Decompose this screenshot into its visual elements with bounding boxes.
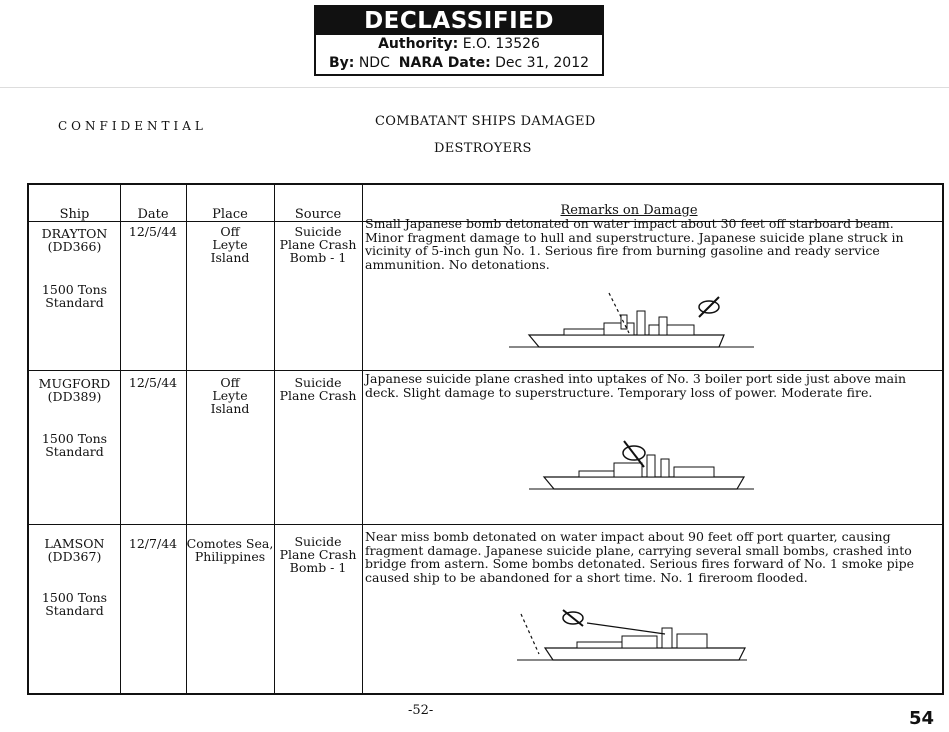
- place-line: Island: [210, 401, 250, 416]
- stamp-heading: DECLASSIFIED: [316, 7, 602, 35]
- ship-name: DRAYTON: [41, 226, 108, 241]
- displacement-type: Standard: [45, 444, 104, 459]
- stamp-authority-line: [316, 35, 602, 54]
- column-header-ship: Ship: [59, 207, 90, 222]
- page-title: COMBATANT SHIPS DAMAGED: [375, 114, 596, 129]
- place-cell: [186, 376, 274, 415]
- sheet-number: 54: [909, 708, 935, 729]
- classification-marking: CONFIDENTIAL: [58, 119, 207, 133]
- source-line: Suicide: [294, 534, 342, 549]
- place-line: Leyte: [212, 388, 248, 403]
- displacement: 1500 Tons: [41, 282, 108, 297]
- ship-damage-diagram: [529, 435, 759, 497]
- hull-number: (DD367): [47, 549, 102, 564]
- displacement: 1500 Tons: [41, 431, 108, 446]
- ship-name: LAMSON: [44, 536, 105, 551]
- remarks-cell: Near miss bomb detonated on water impact about 90 feet off port quarter, causing fragment damage. Japanese suicide plane, carrying several small bombs, crashed into bridge from astern. Some bombs detonated. Serious fires forward of No. 1 smoke pipe caused ship to be abandoned for a short time. No. 1 fireroom flooded.: [365, 529, 915, 585]
- source-line: Bomb - 1: [289, 560, 347, 575]
- scan-edge-line: [0, 87, 949, 88]
- damage-table: [27, 183, 944, 695]
- place-cell: [186, 225, 274, 264]
- source-line: Plane Crash: [279, 237, 357, 252]
- stamp-nara-value: Dec 31, 2012: [495, 55, 590, 71]
- hull-number: (DD366): [47, 239, 102, 254]
- date-cell: 12/7/44: [128, 536, 178, 551]
- declassified-stamp: [314, 5, 604, 76]
- page-subtitle: DESTROYERS: [434, 141, 532, 156]
- source-cell: [274, 376, 362, 402]
- column-header-remarks: Remarks on Damage: [560, 203, 698, 218]
- row-divider: [29, 524, 942, 525]
- place-line: Leyte: [212, 237, 248, 252]
- place-line: Philippines: [194, 549, 266, 564]
- stamp-authority-value: E.O. 13526: [462, 36, 540, 52]
- ship-cell: [29, 537, 120, 617]
- place-line: Island: [210, 250, 250, 265]
- ship-name: MUGFORD: [38, 376, 111, 391]
- date-cell: 12/5/44: [128, 224, 178, 239]
- displacement-type: Standard: [45, 603, 104, 618]
- column-header-source: Source: [294, 207, 342, 222]
- place-line: Off: [220, 375, 240, 390]
- place-line: Off: [220, 224, 240, 239]
- column-header-place: Place: [212, 207, 248, 222]
- ship-damage-diagram: [509, 285, 769, 355]
- ship-cell: [29, 227, 120, 309]
- ship-cell: [29, 377, 120, 458]
- source-line: Plane Crash: [279, 388, 357, 403]
- source-line: Plane Crash: [279, 547, 357, 562]
- date-cell: 12/5/44: [128, 375, 178, 390]
- column-divider: [362, 185, 363, 693]
- place-cell: [186, 537, 274, 563]
- stamp-nara-label: NARA Date:: [398, 55, 491, 71]
- remarks-cell: Small Japanese bomb detonated on water impact about 30 feet off starboard beam. Minor fragment damage to hull and superstructure. Japanese suicide plane struck in vicinity of 5-inch gun No. 1. Serious fire from burning gasoline and ready service ammunition. No detonations.: [365, 216, 904, 272]
- source-line: Bomb - 1: [289, 250, 347, 265]
- stamp-by-label: By:: [328, 55, 355, 71]
- source-line: Suicide: [294, 224, 342, 239]
- page-number: -52-: [408, 703, 434, 718]
- ship-damage-diagram: [517, 608, 752, 670]
- stamp-by-line: [316, 54, 602, 73]
- column-divider: [120, 185, 121, 693]
- displacement-type: Standard: [45, 295, 104, 310]
- source-cell: [274, 535, 362, 574]
- displacement: 1500 Tons: [41, 590, 108, 605]
- remarks-cell: Japanese suicide plane crashed into uptakes of No. 3 boiler port side just above main deck. Slight damage to superstructure. Temporary loss of power. Moderate fire.: [365, 371, 907, 400]
- stamp-authority-label: Authority:: [378, 36, 459, 52]
- source-cell: [274, 225, 362, 264]
- place-line: Comotes Sea,: [186, 536, 274, 551]
- hull-number: (DD389): [47, 389, 102, 404]
- source-line: Suicide: [294, 375, 342, 390]
- stamp-by-value: NDC: [358, 55, 390, 71]
- column-header-date: Date: [137, 207, 169, 222]
